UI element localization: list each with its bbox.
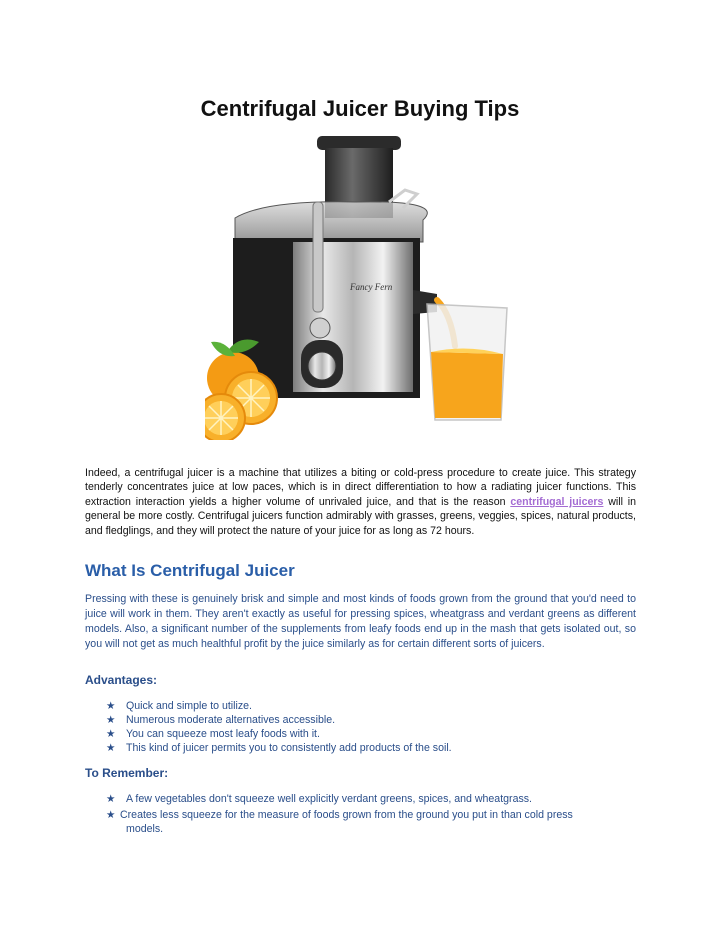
list-item-continuation: models. [126,823,164,835]
advantages-list [106,699,626,755]
list-item: ★ Creates less squeeze for the measure of foods grown from the ground you put in than cold press models. [106,808,626,836]
intro-text-before: Indeed, a centrifugal juicer is a machine that utilizes a biting or cold-press procedure to create juice. This strategy tenderly concentrates juice at low paces, which is in direct differentiation to how a radiating juicer functions. This extraction interaction yields a higher volume of unrivaled juice, and that is the reason [85,467,636,508]
brand-logo: Fancy Fern [350,282,393,292]
star-icon: ★ [106,700,116,712]
section-paragraph: Pressing with these is genuinely brisk and simple and most kinds of foods grown from the ground that you'd need to juice will work in them. They aren't exactly as useful for pressing spices, wheatgrass and verdant greens as different models. Also, a significant number of the supplements from leafy foods end up in the mash that gets isolated out, so you will not get as much healthful profit by the juice similarly as for certain different sorts of juicers. [85,593,636,650]
star-icon: ★ [106,793,116,805]
list-item: ★ You can squeeze most leafy foods with it. [106,728,320,740]
remember-list [106,792,626,838]
star-icon: ★ [106,728,116,740]
star-icon: ★ [106,742,116,754]
section-heading: What Is Centrifugal Juicer [85,561,295,580]
centrifugal-juicers-link[interactable]: centrifugal juicers [510,495,604,508]
intro-text-after: will in general be more costly. Centrifugal juicers function admirably with grasses, greens, veggies, spices, natural products, and fledglings, and they will protect the nature of your juice for as long as 72 hours. [85,495,637,537]
list-item: ★ Quick and simple to utilize. [106,700,253,712]
intro-paragraph [85,466,636,538]
star-icon: ★ [106,809,116,821]
juicer-product-image [205,130,515,440]
list-item: ★ A few vegetables don't squeeze well explicitly verdant greens, spices, and wheatgrass. [106,793,532,805]
page-title: Centrifugal Juicer Buying Tips [200,96,520,121]
remember-heading: To Remember: [85,766,169,780]
star-icon: ★ [106,714,116,726]
list-item: ★ Numerous moderate alternatives accessible. [106,714,336,726]
advantages-heading: Advantages: [85,673,158,687]
list-item: ★ This kind of juicer permits you to consistently add products of the soil. [106,742,452,754]
